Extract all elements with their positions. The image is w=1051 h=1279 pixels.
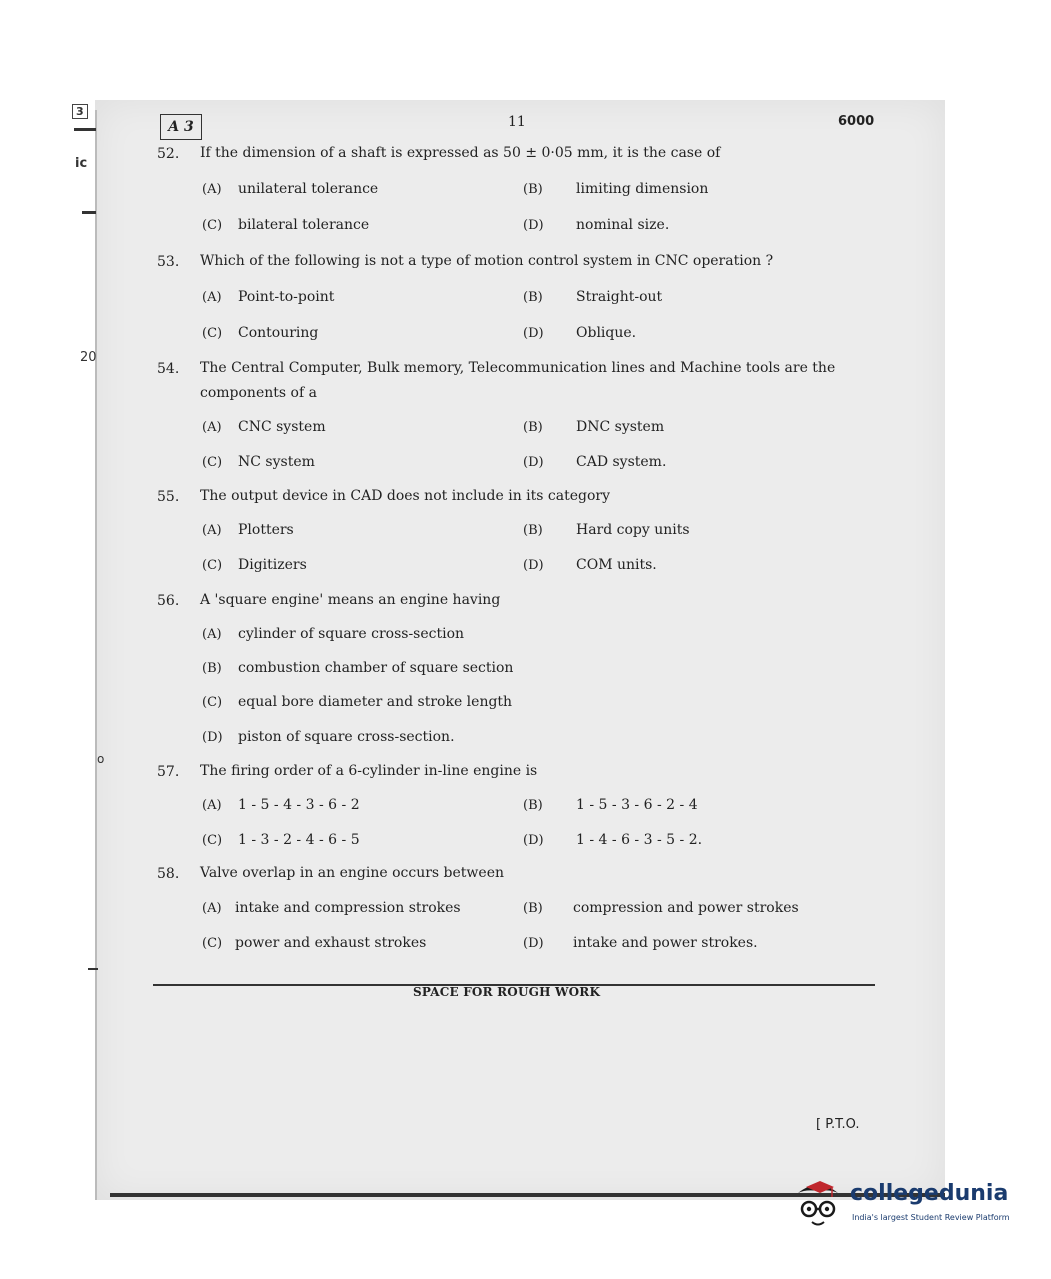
question-number: 57. <box>157 764 180 780</box>
option-b: combustion chamber of square section <box>238 660 514 676</box>
option-label-d: (D) <box>523 218 544 233</box>
question-text: Valve overlap in an engine occurs between <box>200 865 504 881</box>
graduate-face-icon <box>790 1175 846 1231</box>
option-d: nominal size. <box>576 217 670 233</box>
option-d: Oblique. <box>576 325 637 341</box>
question-text: Which of the following is not a type of motion control system in CNC operation ? <box>200 253 774 269</box>
option-a: CNC system <box>238 419 326 435</box>
option-c: bilateral tolerance <box>238 217 370 233</box>
option-label-c: (C) <box>202 218 223 233</box>
option-d: piston of square cross-section. <box>238 729 455 745</box>
option-label-c: (C) <box>202 326 223 341</box>
question-text: If the dimension of a shaft is expressed as 50 ± 0·05 mm, it is the case of <box>200 145 721 161</box>
margin-page-fragment: 3 <box>72 104 88 119</box>
option-label-b: (B) <box>523 523 543 538</box>
collegedunia-watermark <box>790 1175 1020 1235</box>
option-a: Point-to-point <box>238 289 335 305</box>
brand-name: collegedunia <box>850 1181 1009 1206</box>
question-number: 55. <box>157 489 180 505</box>
page-left-edge <box>95 110 97 1200</box>
option-a: 1 - 5 - 4 - 3 - 6 - 2 <box>238 797 360 813</box>
option-c: 1 - 3 - 2 - 4 - 6 - 5 <box>238 832 360 848</box>
option-c: NC system <box>238 454 315 470</box>
option-label-c: (C) <box>202 455 223 470</box>
option-a: cylinder of square cross-section <box>238 626 465 642</box>
option-d: intake and power strokes. <box>573 935 758 951</box>
option-d: 1 - 4 - 6 - 3 - 5 - 2. <box>576 832 703 848</box>
option-b: Straight-out <box>576 289 663 305</box>
page-number: 11 <box>508 114 526 130</box>
option-label-d: (D) <box>523 326 544 341</box>
option-c: power and exhaust strokes <box>235 935 427 951</box>
option-c: Digitizers <box>238 557 307 573</box>
option-label-d: (D) <box>523 833 544 848</box>
question-number: 53. <box>157 254 180 270</box>
question-text: The Central Computer, Bulk memory, Telecommunication lines and Machine tools are the components of a <box>200 360 836 401</box>
option-c: Contouring <box>238 325 319 341</box>
option-label-a: (A) <box>202 627 222 642</box>
option-label-a: (A) <box>202 420 222 435</box>
margin-letter-fragment: o <box>97 752 105 766</box>
question-text: The output device in CAD does not include in its category <box>200 488 610 504</box>
question-number: 54. <box>157 361 180 377</box>
option-label-b: (B) <box>202 661 222 676</box>
rough-work-label: SPACE FOR ROUGH WORK <box>413 985 601 999</box>
question-number: 56. <box>157 593 180 609</box>
option-b: DNC system <box>576 419 665 435</box>
option-label-a: (A) <box>202 182 222 197</box>
option-label-c: (C) <box>202 833 223 848</box>
option-b: limiting dimension <box>576 181 709 197</box>
question-text: The firing order of a 6-cylinder in-line engine is <box>200 763 538 779</box>
question-text: A 'square engine' means an engine having <box>200 592 501 608</box>
option-label-b: (B) <box>523 798 543 813</box>
option-label-b: (B) <box>523 901 543 916</box>
option-b: 1 - 5 - 3 - 6 - 2 - 4 <box>576 797 698 813</box>
margin-dash <box>88 968 98 970</box>
margin-text-fragment: ic <box>75 156 88 171</box>
question-number: 58. <box>157 866 180 882</box>
option-label-a: (A) <box>202 523 222 538</box>
option-label-b: (B) <box>523 182 543 197</box>
option-b: Hard copy units <box>576 522 690 538</box>
option-label-d: (D) <box>523 936 544 951</box>
option-b: compression and power strokes <box>573 900 799 916</box>
option-c: equal bore diameter and stroke length <box>238 694 513 710</box>
option-label-b: (B) <box>523 290 543 305</box>
option-d: CAD system. <box>576 454 667 470</box>
option-label-a: (A) <box>202 901 222 916</box>
question-number: 52. <box>157 146 180 162</box>
option-label-a: (A) <box>202 798 222 813</box>
margin-dash <box>82 211 96 214</box>
option-a: Plotters <box>238 522 294 538</box>
paper-code: 6000 <box>838 114 875 129</box>
series-box: A 3 <box>160 114 202 140</box>
brand-tagline: India's largest Student Review Platform <box>852 1213 1010 1222</box>
option-label-c: (C) <box>202 695 223 710</box>
option-label-b: (B) <box>523 420 543 435</box>
option-a: intake and compression strokes <box>235 900 461 916</box>
option-label-a: (A) <box>202 290 222 305</box>
option-d: COM units. <box>576 557 657 573</box>
margin-dash <box>74 128 96 131</box>
option-label-d: (D) <box>523 558 544 573</box>
margin-number-fragment: 20 <box>80 350 97 365</box>
option-a: unilateral tolerance <box>238 181 379 197</box>
option-label-c: (C) <box>202 936 223 951</box>
option-label-d: (D) <box>202 730 223 745</box>
option-label-c: (C) <box>202 558 223 573</box>
pto-label: [ P.T.O. <box>816 1117 860 1132</box>
option-label-d: (D) <box>523 455 544 470</box>
